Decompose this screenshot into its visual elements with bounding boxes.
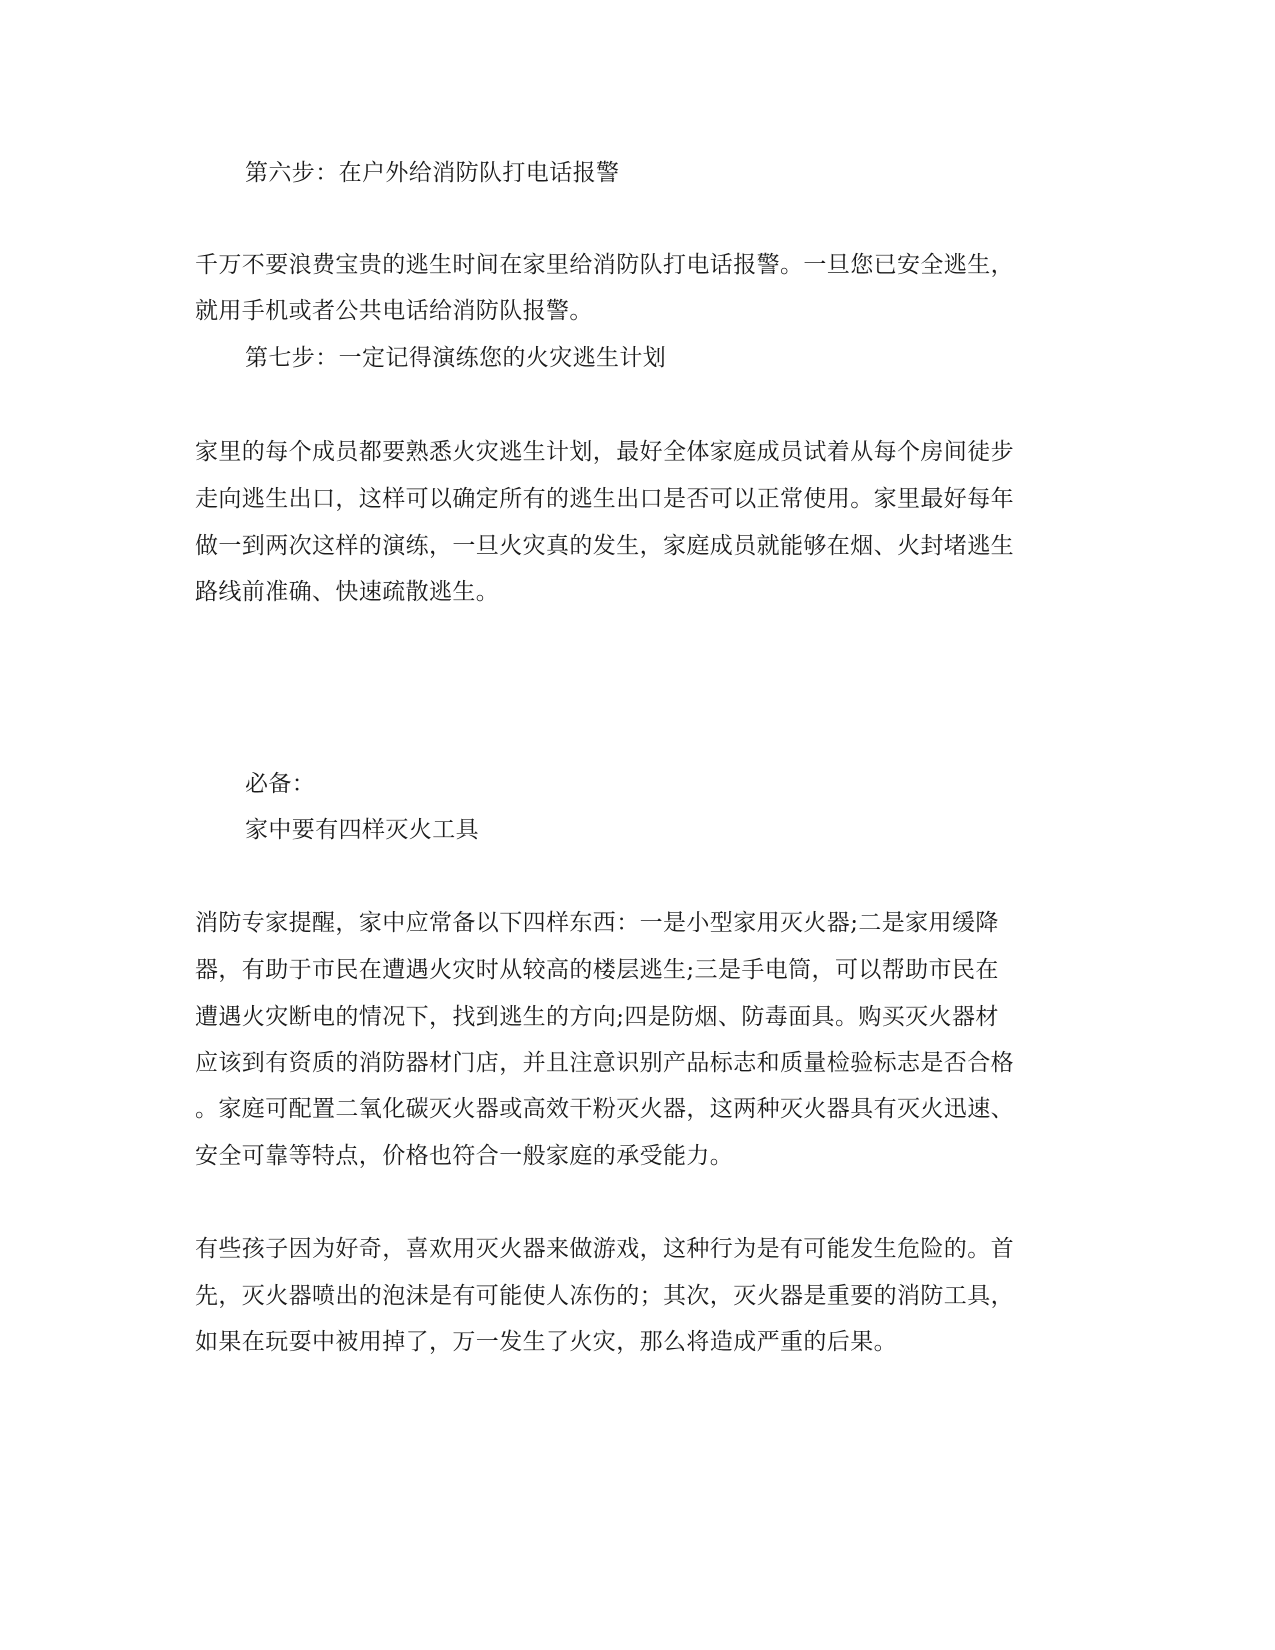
children-paragraph-line: 先，灭火器喷出的泡沫是有可能使人冻伤的；其次，灭火器是重要的消防工具， [195, 1283, 1014, 1309]
step6-paragraph-line: 就用手机或者公共电话给消防队报警。 [195, 298, 593, 324]
children-paragraph-line: 如果在玩耍中被用掉了，万一发生了火灾，那么将造成严重的后果。 [195, 1329, 897, 1355]
step7-paragraph-line: 做一到两次这样的演练，一旦火灾真的发生，家庭成员就能够在烟、火封堵逃生 [195, 533, 1014, 559]
essentials-paragraph-line: 消防专家提醒，家中应常备以下四样东西：一是小型家用灭火器;二是家用缓降 [195, 910, 999, 936]
step7-paragraph-line: 走向逃生出口，这样可以确定所有的逃生出口是否可以正常使用。家里最好每年 [195, 486, 1014, 512]
essentials-paragraph-line: 安全可靠等特点，价格也符合一般家庭的承受能力。 [195, 1143, 734, 1169]
essentials-heading: 家中要有四样灭火工具 [245, 817, 479, 843]
step7-paragraph-line: 家里的每个成员都要熟悉火灾逃生计划，最好全体家庭成员试着从每个房间徒步 [195, 439, 1014, 465]
essentials-paragraph-line: 器，有助于市民在遭遇火灾时从较高的楼层逃生;三是手电筒，可以帮助市民在 [195, 957, 999, 983]
step7-heading: 第七步：一定记得演练您的火灾逃生计划 [245, 345, 667, 371]
essentials-paragraph-line: 。家庭可配置二氧化碳灭火器或高效干粉灭火器，这两种灭火器具有灭火迅速、 [195, 1096, 1014, 1122]
step7-paragraph-line: 路线前准确、快速疏散逃生。 [195, 579, 500, 605]
children-paragraph-line: 有些孩子因为好奇，喜欢用灭火器来做游戏，这种行为是有可能发生危险的。首 [195, 1236, 1014, 1262]
essentials-paragraph-line: 应该到有资质的消防器材门店，并且注意识别产品标志和质量检验标志是否合格 [195, 1050, 1014, 1076]
essentials-paragraph-line: 遭遇火灾断电的情况下，找到逃生的方向;四是防烟、防毒面具。购买灭火器材 [195, 1004, 999, 1030]
step6-heading: 第六步：在户外给消防队打电话报警 [245, 160, 620, 186]
essentials-label: 必备： [245, 771, 316, 797]
step6-paragraph-line: 千万不要浪费宝贵的逃生时间在家里给消防队打电话报警。一旦您已安全逃生， [195, 252, 1014, 278]
